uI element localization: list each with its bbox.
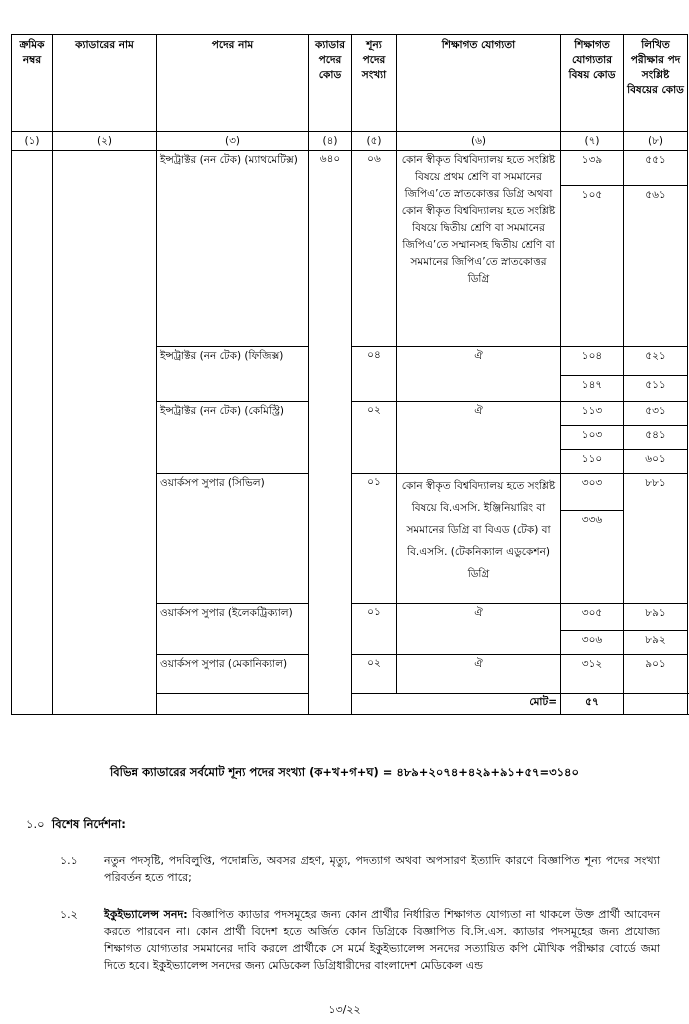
col-number: (৭) [561, 132, 624, 151]
instruction-item [60, 906, 660, 974]
post-name: ইন্সট্রাক্টর (নন টেক) (ফিজিক্স) [157, 347, 309, 402]
section-number: ১.০ [26, 817, 45, 831]
written-subject-code: ৮৯২ [624, 631, 688, 655]
qual-subject-code: ১০৩ [561, 426, 624, 450]
section-title: বিশেষ নির্দেশনা: [51, 817, 126, 831]
qual-subject-code: ১৩৯ [561, 151, 624, 186]
table-row [12, 151, 688, 186]
qual-subject-code: ৩০৬ [561, 631, 624, 655]
written-subject-code: ৫২১ [624, 347, 688, 376]
col-header-qualification: শিক্ষাগত যোগ্যতা [397, 35, 561, 132]
vacancy-count: ০১ [352, 604, 397, 655]
col-number: (৮) [624, 132, 688, 151]
section-heading [26, 816, 126, 835]
written-subject-code: ৫৬১ [624, 186, 688, 347]
cadre-name-cell [53, 151, 157, 715]
item-text: বিজ্ঞাপিত ক্যাডার পদসমূহের জন্য কোন প্রার্থীর নির্ধারিত শিক্ষাগত যোগ্যতা না থাকলে উক্ত প্রার্থী আবেদন করতে পারবেন না। কোন প্রার্থী বিদেশ হতে অর্জিত কোন ডিগ্রিকে বিজ্ঞাপিত বি.সি.এস. ক্যাডার পদসমূহের জন্য প্রযোজ্য শিক্ষাগত যোগ্যতার সমমানের দাবি করলে প্রার্থীকে সে মর্মে ইকুইভ্যালেন্স সনদের সত্যায়িত কপি মৌখিক পরীক্ষার বোর্ডে জমা দিতে হবে। ইকুইভ্যালেন্স সনদের জন্য মেডিকেল ডিগ্রিধারীদের বাংলাদেশ মেডিকেল এন্ড [104, 908, 661, 972]
item-text: নতুন পদসৃষ্টি, পদবিলুপ্তি, পদোন্নতি, অবসর গ্রহণ, মৃত্যু, পদত্যাগ অথবা অপসারণ ইত্যাদি কারণে বিজ্ঞাপিত শূন্য পদের সংখ্যা পরিবর্তন হতে পারে; [104, 854, 660, 884]
qual-subject-code: ১০৪ [561, 347, 624, 376]
col-header-vacancy: শূন্য পদের সংখ্যা [352, 35, 397, 132]
instruction-item [60, 852, 660, 886]
qualification: ঐ [397, 402, 561, 474]
col-number: (১) [12, 132, 53, 151]
col-number: (৬) [397, 132, 561, 151]
written-subject-code: ৫৫১ [624, 151, 688, 186]
vacancy-count: ০১ [352, 474, 397, 604]
post-name: ইন্সট্রাক্টর (নন টেক) (কেমিস্ট্রি) [157, 402, 309, 474]
item-bold-lead: ইকুইভ্যালেন্স সনদ: [104, 908, 188, 921]
qualification: কোন স্বীকৃত বিশ্ববিদ্যালয় হতে সংশ্লিষ্ট বিষয়ে বি.এসসি. ইঞ্জিনিয়ারিং বা সমমানের ডিগ্রি বা বিএড (টেক) বা বি.এসসি. (টেকনিক্যাল এডুকেশন) ডিগ্রি [397, 474, 561, 604]
col-header-cadre-code: ক্যাডার পদের কোড [309, 35, 352, 132]
col-number: (৫) [352, 132, 397, 151]
written-subject-code: ৫৩১ [624, 402, 688, 426]
written-subject-code: ৮৮১ [624, 474, 688, 604]
vacancy-count: ০২ [352, 402, 397, 474]
written-subject-code: ৬০১ [624, 450, 688, 474]
written-subject-code: ৯০১ [624, 655, 688, 694]
col-number: (৩) [157, 132, 309, 151]
cadre-code: ৬৪০ [309, 151, 352, 715]
grand-total-line: বিভিন্ন ক্যাডারের সর্বমোট শূন্য পদের সংখ্যা (ক+খ+গ+ঘ) = ৪৮৯+২০৭৪+৪২৯+৯১+৫৭=৩১৪০ [109, 765, 579, 779]
item-number: ১.২ [60, 908, 78, 921]
col-header-qual-subject-code: শিক্ষাগত যোগ্যতার বিষয় কোড [561, 35, 624, 132]
col-header-written-code: লিখিত পরীক্ষার পদ সংশ্লিষ্ট বিষয়ের কোড [624, 35, 688, 132]
post-name: ইন্সট্রাক্টর (নন টেক) (ম্যাথমেটিক্স) [157, 151, 309, 347]
written-subject-code: ৫১১ [624, 376, 688, 402]
qual-subject-code: ৩০৫ [561, 604, 624, 631]
column-number-row [12, 132, 688, 151]
total-empty-cell [624, 694, 688, 715]
post-name: ওয়ার্কসপ সুপার (মেকানিক্যাল) [157, 655, 309, 694]
qualification: ঐ [397, 655, 561, 694]
page-number: ১৩/২২ [328, 1003, 361, 1016]
item-number: ১.১ [60, 854, 78, 867]
qual-subject-code: ১৪৭ [561, 376, 624, 402]
qualification: ঐ [397, 347, 561, 402]
serial-cell [12, 151, 53, 715]
qual-subject-code: ৩১২ [561, 655, 624, 694]
vacancy-count: ০২ [352, 655, 397, 694]
col-header-serial: ক্রমিক নম্বর [12, 35, 53, 132]
vacancy-table [11, 34, 688, 715]
written-subject-code: ৫৪১ [624, 426, 688, 450]
qual-subject-code: ৩০৩ [561, 474, 624, 511]
written-subject-code: ৮৯১ [624, 604, 688, 631]
post-name: ওয়ার্কসপ সুপার (ইলেকট্রিক্যাল) [157, 604, 309, 655]
total-value: ৫৭ [561, 694, 624, 715]
vacancy-count: ০৪ [352, 347, 397, 402]
col-number: (২) [53, 132, 157, 151]
qual-subject-code: ৩৩৬ [561, 511, 624, 604]
col-header-cadre-name: ক্যাডারের নাম [53, 35, 157, 132]
qualification: কোন স্বীকৃত বিশ্ববিদ্যালয় হতে সংশ্লিষ্ট বিষয়ে প্রথম শ্রেণি বা সমমানের জিপিএ’তে স্নাতকোত্তর ডিগ্রি অথবা কোন স্বীকৃত বিশ্ববিদ্যালয় হতে সংশ্লিষ্ট বিষয়ে দ্বিতীয় শ্রেণি বা সমমানের জিপিএ’তে সম্মানসহ দ্বিতীয় শ্রেণি বা সমমানের জিপিএ’তে স্নাতকোত্তর ডিগ্রি [397, 151, 561, 347]
qualification: ঐ [397, 604, 561, 655]
total-label: মোট= [157, 694, 561, 715]
col-number: (৪) [309, 132, 352, 151]
vacancy-count: ০৬ [352, 151, 397, 347]
qual-subject-code: ১০৫ [561, 186, 624, 347]
col-header-post-name: পদের নাম [157, 35, 309, 132]
post-name: ওয়ার্কসপ সুপার (সিভিল) [157, 474, 309, 604]
table-header-row [12, 35, 688, 132]
item-body [104, 906, 660, 974]
qual-subject-code: ১১০ [561, 450, 624, 474]
qual-subject-code: ১১৩ [561, 402, 624, 426]
